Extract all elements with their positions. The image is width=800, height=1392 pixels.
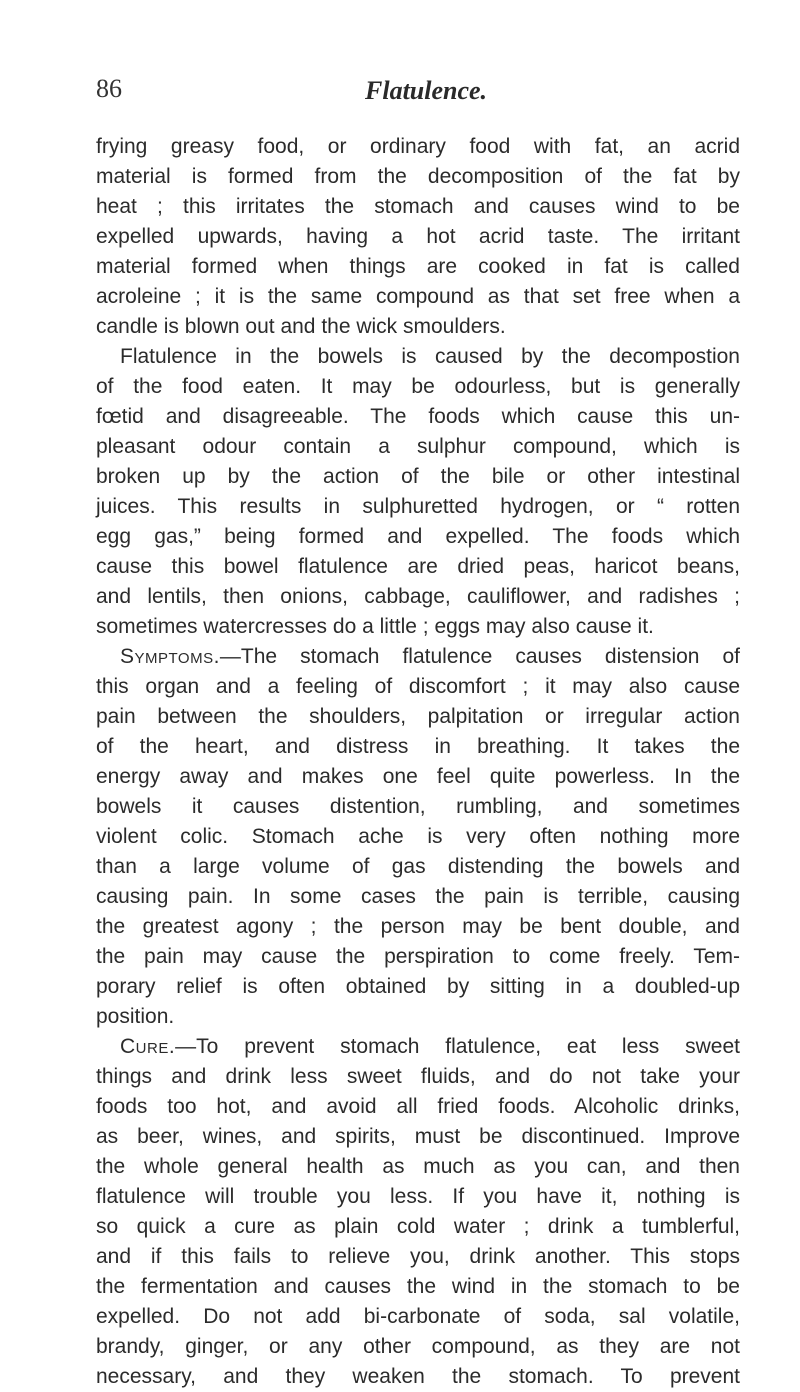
line-text: material is formed from the decomposition of the fat by bbox=[96, 165, 740, 188]
text-line bbox=[96, 792, 740, 822]
line-text: this organ and a feeling of discomfort ; it may also cause bbox=[96, 675, 740, 698]
line-text: expelled upwards, having a hot acrid taste. The irritant bbox=[96, 225, 740, 248]
line-text: Flatulence in the bowels is caused by the decompostion bbox=[120, 345, 740, 368]
running-title: Flatulence. bbox=[365, 76, 488, 105]
line-text: brandy, ginger, or any other compound, as they are not bbox=[96, 1335, 740, 1358]
text-line bbox=[96, 642, 740, 672]
section-heading: Cure. bbox=[120, 1035, 176, 1058]
text-line bbox=[96, 552, 740, 582]
text-line bbox=[96, 1062, 740, 1092]
text-line bbox=[96, 402, 740, 432]
text-line bbox=[96, 672, 740, 702]
line-text: necessary, and they weaken the stomach. To prevent bbox=[96, 1365, 740, 1388]
body-text bbox=[96, 132, 740, 1392]
text-line bbox=[96, 972, 740, 1002]
text-line bbox=[96, 912, 740, 942]
line-text: juices. This results in sulphuretted hydrogen, or “ rotten bbox=[96, 495, 740, 518]
line-text: the fermentation and causes the wind in the stomach to be bbox=[96, 1275, 740, 1298]
text-line bbox=[96, 162, 740, 192]
text-line bbox=[96, 702, 740, 732]
line-text: of the food eaten. It may be odourless, but is generally bbox=[96, 375, 740, 398]
text-line bbox=[96, 1092, 740, 1122]
text-line bbox=[96, 192, 740, 222]
text-line bbox=[96, 1362, 740, 1392]
line-text: candle is blown out and the wick smoulders. bbox=[96, 315, 506, 338]
text-line bbox=[96, 522, 740, 552]
line-text: acroleine ; it is the same compound as that set free when a bbox=[96, 285, 740, 308]
line-text: position. bbox=[96, 1005, 175, 1028]
line-text: egg gas,” being formed and expelled. The foods which bbox=[96, 525, 740, 548]
line-text: fœtid and disagreeable. The foods which cause this un- bbox=[96, 405, 740, 428]
text-line bbox=[96, 732, 740, 762]
line-text: violent colic. Stomach ache is very often nothing more bbox=[96, 825, 740, 848]
line-text: bowels it causes distention, rumbling, and sometimes bbox=[96, 795, 740, 818]
line-text: heat ; this irritates the stomach and causes wind to be bbox=[96, 195, 740, 218]
text-line bbox=[96, 1032, 740, 1062]
line-text: as beer, wines, and spirits, must be discontinued. Improve bbox=[96, 1125, 740, 1148]
text-line bbox=[96, 372, 740, 402]
text-line bbox=[96, 252, 740, 282]
text-line bbox=[96, 1332, 740, 1362]
text-line bbox=[96, 1242, 740, 1272]
text-line bbox=[96, 1182, 740, 1212]
text-line bbox=[96, 612, 740, 642]
line-text: than a large volume of gas distending the bowels and bbox=[96, 855, 740, 878]
line-text: causing pain. In some cases the pain is terrible, causing bbox=[96, 885, 740, 908]
line-text: so quick a cure as plain cold water ; drink a tumblerful, bbox=[96, 1215, 740, 1238]
line-text: the greatest agony ; the person may be bent double, and bbox=[96, 915, 740, 938]
text-line bbox=[96, 282, 740, 312]
line-text: expelled. Do not add bi-carbonate of soda, sal volatile, bbox=[96, 1305, 740, 1328]
line-text: pain between the shoulders, palpitation or irregular action bbox=[96, 705, 740, 728]
text-line bbox=[96, 462, 740, 492]
line-text: things and drink less sweet fluids, and do not take your bbox=[96, 1065, 740, 1088]
text-line bbox=[96, 942, 740, 972]
text-line bbox=[96, 342, 740, 372]
line-text: and if this fails to relieve you, drink another. This stops bbox=[96, 1245, 740, 1268]
text-line bbox=[96, 1152, 740, 1182]
text-line bbox=[96, 312, 740, 342]
line-text: of the heart, and distress in breathing. It takes the bbox=[96, 735, 740, 758]
text-line bbox=[96, 1212, 740, 1242]
line-text: porary relief is often obtained by sitting in a doubled-up bbox=[96, 975, 740, 998]
text-line bbox=[96, 1302, 740, 1332]
line-text: —To prevent stomach flatulence, eat less sweet bbox=[175, 1035, 740, 1058]
line-text: energy away and makes one feel quite powerless. In the bbox=[96, 765, 740, 788]
section-heading: Symptoms. bbox=[120, 645, 220, 668]
page-number: 86 bbox=[96, 74, 122, 103]
text-line bbox=[96, 132, 740, 162]
text-line bbox=[96, 882, 740, 912]
line-text: broken up by the action of the bile or other intestinal bbox=[96, 465, 740, 488]
line-text: cause this bowel flatulence are dried peas, haricot beans, bbox=[96, 555, 740, 578]
line-text: the whole general health as much as you can, and then bbox=[96, 1155, 740, 1178]
line-text: pleasant odour contain a sulphur compound, which is bbox=[96, 435, 740, 458]
text-line bbox=[96, 1002, 740, 1032]
line-text: —The stomach flatulence causes distension of bbox=[219, 645, 740, 668]
line-text: flatulence will trouble you less. If you have it, nothing is bbox=[96, 1185, 740, 1208]
text-line bbox=[96, 822, 740, 852]
text-line bbox=[96, 1272, 740, 1302]
line-text: foods too hot, and avoid all fried foods. Alcoholic drinks, bbox=[96, 1095, 740, 1118]
line-text: the pain may cause the perspiration to come freely. Tem- bbox=[96, 945, 740, 968]
text-line bbox=[96, 222, 740, 252]
line-text: sometimes watercresses do a little ; eggs may also cause it. bbox=[96, 615, 654, 638]
line-text: and lentils, then onions, cabbage, cauliflower, and radishes ; bbox=[96, 585, 740, 608]
text-line bbox=[96, 432, 740, 462]
line-text: frying greasy food, or ordinary food with fat, an acrid bbox=[96, 135, 740, 158]
text-line bbox=[96, 852, 740, 882]
text-line bbox=[96, 492, 740, 522]
text-line bbox=[96, 762, 740, 792]
text-line bbox=[96, 582, 740, 612]
line-text: material formed when things are cooked in fat is called bbox=[96, 255, 740, 278]
text-line bbox=[96, 1122, 740, 1152]
